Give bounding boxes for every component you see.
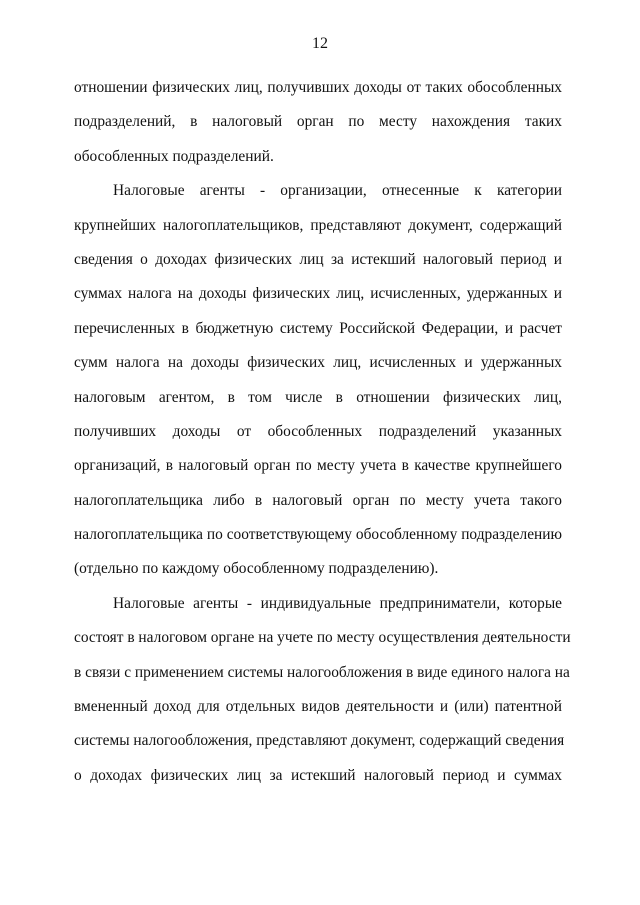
text-line: налоговым агентом, в том числе в отношении физических лиц,	[74, 388, 562, 406]
text-line: (отдельно по каждому обособленному подразделению).	[74, 560, 439, 578]
page-number: 12	[312, 35, 328, 52]
text-line: вмененный доход для отдельных видов деятельности и (или) патентной	[74, 698, 562, 716]
text-line: получивших доходы от обособленных подразделений указанных	[74, 422, 562, 440]
text-line: обособленных подразделений.	[74, 147, 274, 165]
paragraph-large-taxpayers	[74, 174, 562, 587]
text-line: системы налогообложения, представляют документ, содержащий сведения	[74, 732, 565, 750]
text-line: перечисленных в бюджетную систему Российской Федерации, и расчет	[74, 319, 562, 337]
text-line: суммах налога на доходы физических лиц, исчисленных, удержанных и	[74, 285, 562, 303]
document-body	[74, 71, 571, 793]
text-line: Налоговые агенты - организации, отнесенные к категории	[113, 182, 562, 200]
text-line: состоят в налоговом органе на учете по месту осуществления деятельности	[74, 629, 571, 647]
paragraph-individual-entrepreneurs	[74, 587, 571, 793]
text-line: сумм налога на доходы физических лиц, исчисленных и удержанных	[74, 354, 562, 372]
paragraph-continuation	[74, 71, 562, 174]
text-line: отношении физических лиц, получивших доходы от таких обособленных	[74, 79, 562, 96]
text-line: налогоплательщика по соответствующему обособленному подразделению	[74, 526, 562, 544]
text-line: организаций, в налоговый орган по месту учета в качестве крупнейшего	[74, 457, 562, 475]
text-line: крупнейших налогоплательщиков, представляют документ, содержащий	[74, 216, 562, 234]
text-line: сведения о доходах физических лиц за истекший налоговый период и	[74, 250, 562, 268]
text-line: в связи с применением системы налогообложения в виде единого налога на	[74, 663, 570, 681]
text-line: Налоговые агенты - индивидуальные предприниматели, которые	[113, 594, 562, 612]
text-line: налогоплательщика либо в налоговый орган по месту учета такого	[74, 491, 562, 509]
text-line: о доходах физических лиц за истекший налоговый период и суммах	[74, 766, 562, 784]
text-line: подразделений, в налоговый орган по месту нахождения таких	[74, 113, 562, 131]
